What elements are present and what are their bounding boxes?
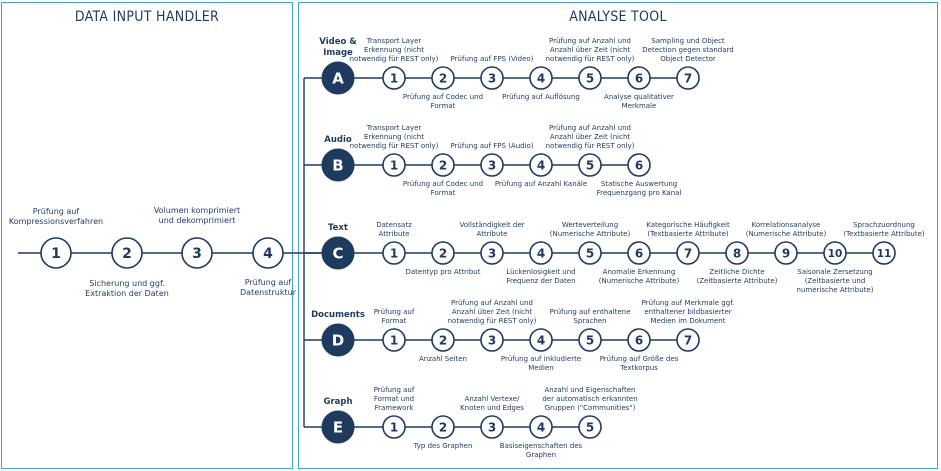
category-e-step-4-number: 4	[536, 420, 546, 435]
category-e-step-5-label: Anzahl und Eigenschaften der automatisch erkannten Gruppen ("Communities")	[542, 386, 638, 412]
category-c-step-6-number: 6	[634, 246, 644, 261]
category-d-step-7-number: 7	[683, 333, 693, 348]
category-c-step-5-number: 5	[585, 246, 595, 261]
category-d-step-3-label: Prüfung auf Anzahl und Anzahl über Zeit (nicht notwendig für REST only)	[447, 299, 537, 325]
category-d-step-5-label: Prüfung auf enthaltene Sprachen	[549, 308, 631, 325]
category-b-step-2-label: Prüfung auf Codec und Format	[402, 180, 484, 197]
category-c-step-3-number: 3	[487, 246, 497, 261]
category-c-badge-number: C	[332, 244, 344, 263]
handler-step-1-label: Prüfung auf Kompressionsverfahren	[8, 207, 104, 226]
category-a-step-1-label: Transport Layer Erkennung (nicht notwendig für REST only)	[349, 37, 439, 63]
category-d-step-2-label: Anzahl Seiten	[419, 355, 467, 363]
category-c-step-10-label: Saisonale Zersetzung (Zeitbasierte und numerische Attribute)	[796, 268, 874, 294]
category-c-step-2-label: Datentyp pro Attribut	[405, 268, 481, 276]
category-e-step-2-number: 2	[438, 420, 448, 435]
category-d-step-5-number: 5	[585, 333, 595, 348]
category-b-step-1-label: Transport Layer Erkennung (nicht notwendig für REST only)	[349, 124, 439, 150]
category-d-step-1-number: 1	[389, 333, 399, 348]
category-b-step-4-label: Prüfung auf Anzahl Kanäle	[494, 180, 588, 188]
handler-step-3-label: Volumen komprimiert und dekomprimiert	[153, 206, 241, 225]
category-c-step-4-label: Lückenlosigkeit und Frequenz der Daten	[506, 268, 576, 285]
category-a-step-3-label: Prüfung auf FPS (Video)	[450, 55, 534, 63]
handler-step-1-number: 1	[51, 246, 61, 263]
category-c-step-1-number: 1	[389, 246, 399, 261]
category-e-step-3-label: Anzahl Vertexe/ Knoten und Edges	[460, 395, 524, 412]
category-d-name: Documents	[311, 310, 365, 320]
category-c-step-7-number: 7	[683, 246, 693, 261]
category-a-step-4-number: 4	[536, 71, 546, 86]
category-d-step-2-number: 2	[438, 333, 448, 348]
category-c-name: Text	[328, 223, 348, 233]
category-b-step-3-number: 3	[487, 158, 497, 173]
category-e-step-1-number: 1	[389, 420, 399, 435]
category-c-step-4-number: 4	[536, 246, 546, 261]
handler-step-2-number: 2	[122, 246, 132, 263]
category-c-step-8-number: 8	[732, 246, 742, 261]
handler-step-2-label: Sicherung und ggf. Extraktion der Daten	[85, 279, 169, 298]
category-b-step-4-number: 4	[536, 158, 546, 173]
category-e-name: Graph	[323, 397, 353, 407]
category-b-step-6-number: 6	[634, 158, 644, 173]
category-d-step-6-number: 6	[634, 333, 644, 348]
category-e-step-4-label: Basiseigenschaften des Graphen	[499, 442, 583, 459]
category-d-step-7-label: Prüfung auf Merkmale ggf. enthaltener bildbasierter Medien im Dokument	[641, 299, 735, 325]
category-a-step-7-label: Sampling und Object Detection gegen standard Object Detector	[642, 37, 734, 63]
category-b-step-6-label: Statische Auswertung Frequenzgang pro Kanal	[596, 180, 682, 197]
category-c-step-9-number: 9	[781, 246, 791, 261]
category-a-step-2-number: 2	[438, 71, 448, 86]
category-a-step-5-label: Prüfung auf Anzahl und Anzahl über Zeit (nicht notwendig für REST only)	[545, 37, 635, 63]
data-input-handler-title: DATA INPUT HANDLER	[74, 9, 220, 25]
category-b-name: Audio	[324, 135, 352, 145]
category-c-step-1-label: Datensatz Attribute	[376, 221, 412, 238]
category-e-step-2-label: Typ des Graphen	[413, 442, 473, 450]
category-a-step-7-number: 7	[683, 71, 693, 86]
handler-step-3-number: 3	[192, 246, 202, 263]
category-c-step-11-label: Sprachzuordnung (Textbasierte Attribute)	[843, 221, 925, 238]
category-b-step-5-number: 5	[585, 158, 595, 173]
category-d-badge-number: D	[331, 331, 345, 350]
category-a-step-5-number: 5	[585, 71, 595, 86]
category-b-step-2-number: 2	[438, 158, 448, 173]
category-a-step-4-label: Prüfung auf Auflösung	[502, 93, 580, 101]
analyse-tool-title: ANALYSE TOOL	[569, 9, 667, 25]
category-a-name: Video & Image	[319, 37, 357, 58]
category-b-badge-number: B	[332, 156, 344, 175]
category-a-step-2-label: Prüfung auf Codec und Format	[402, 93, 484, 110]
category-a-step-6-number: 6	[634, 71, 644, 86]
category-e-step-5-number: 5	[585, 420, 595, 435]
category-c-step-3-label: Vollständigkeit der Attribute	[459, 221, 525, 238]
category-a-badge-number: A	[332, 69, 344, 88]
category-c-step-11-number: 11	[876, 247, 892, 260]
category-b-step-3-label: Prüfung auf FPS (Audio)	[450, 142, 534, 150]
category-c-step-10-number: 10	[827, 247, 843, 260]
category-c-step-7-label: Kategorische Häufigkeit (Textbasierte Attribute)	[646, 221, 730, 238]
category-a-step-6-label: Analyse qualitativer Merkmale	[604, 93, 674, 110]
category-e-badge-number: E	[332, 418, 344, 437]
category-c-step-5-label: Werteverteilung (Numerische Attribute)	[549, 221, 631, 238]
category-c-step-9-label: Korrelationsanalyse (Numerische Attribute)	[745, 221, 827, 238]
category-d-step-4-label: Prüfung auf inkludierte Medien	[500, 355, 582, 372]
category-b-step-1-number: 1	[389, 158, 399, 173]
category-a-step-3-number: 3	[487, 71, 497, 86]
category-c-step-2-number: 2	[438, 246, 448, 261]
category-c-step-6-label: Anomalie Erkennung (Numerische Attribute)	[598, 268, 680, 285]
handler-step-4-label: Prüfung auf Datenstruktur	[240, 278, 296, 297]
category-d-step-6-label: Prüfung auf Größe des Textkorpus	[599, 355, 679, 372]
category-e-step-3-number: 3	[487, 420, 497, 435]
category-d-step-3-number: 3	[487, 333, 497, 348]
category-a-step-1-number: 1	[389, 71, 399, 86]
category-e-step-1-label: Prüfung auf Format und Framework	[373, 386, 415, 412]
category-b-step-5-label: Prüfung auf Anzahl und Anzahl über Zeit (nicht notwendig für REST only)	[545, 124, 635, 150]
category-c-step-8-label: Zeitliche Dichte (Zeitbasierte Attribute)	[696, 268, 778, 285]
category-d-step-1-label: Prüfung auf Format	[373, 308, 415, 325]
handler-step-4-number: 4	[263, 246, 273, 263]
category-d-step-4-number: 4	[536, 333, 546, 348]
